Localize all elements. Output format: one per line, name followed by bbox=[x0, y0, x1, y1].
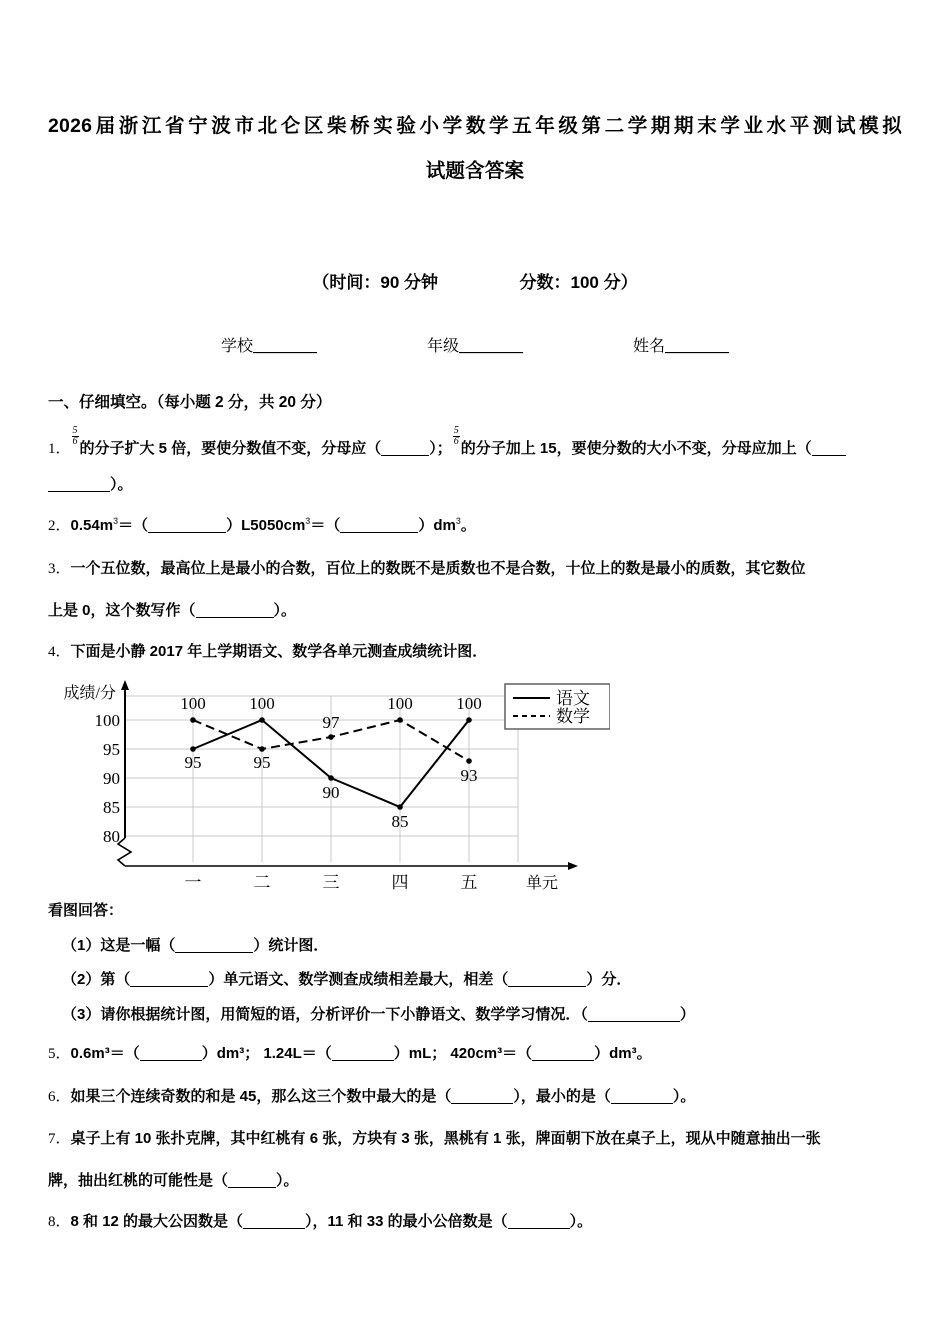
q6-pre: 如果三个连续奇数的和是 45，那么这三个数中最大的是（ bbox=[70, 1087, 452, 1105]
answer-blank-5c[interactable] bbox=[532, 1060, 594, 1061]
fraction-five-sixths-b: $\frac{5}{6}$ bbox=[453, 424, 459, 447]
sub-1-pre: 这是一幅（ bbox=[100, 936, 176, 954]
label-math-5: 93 bbox=[460, 766, 478, 786]
legend-label-math: 数学 bbox=[556, 707, 590, 727]
sub-3-post: ） bbox=[679, 1005, 695, 1023]
name-blank[interactable]: ＿＿＿＿ bbox=[665, 337, 730, 355]
question-1-mid: ）； bbox=[429, 439, 452, 457]
label-math-4: 100 bbox=[387, 694, 413, 714]
label-chinese-2: 100 bbox=[249, 694, 275, 714]
answer-blank-3[interactable] bbox=[196, 617, 274, 618]
question-4-sub-3 bbox=[48, 998, 902, 1033]
chart-x-axis-label: 单元 bbox=[525, 875, 559, 893]
xtick-5: 五 bbox=[460, 873, 478, 893]
sub-2-pre: 第（ bbox=[100, 971, 131, 989]
label-math-2: 95 bbox=[253, 753, 271, 773]
answer-blank-1b-start[interactable] bbox=[812, 455, 846, 456]
label-chinese-4: 85 bbox=[391, 812, 409, 832]
exam-score: 分数：100 分） bbox=[519, 272, 638, 292]
question-5-number: 5． bbox=[48, 1046, 71, 1063]
question-4 bbox=[48, 634, 902, 670]
question-5 bbox=[48, 1036, 902, 1072]
q5-c: 420cm³＝（ bbox=[450, 1045, 533, 1063]
sub-1-post: ）统计图． bbox=[253, 936, 329, 954]
title-line-2: 试题含答案 bbox=[425, 159, 525, 182]
chart-svg bbox=[50, 676, 610, 894]
sub-1-label: （1） bbox=[62, 936, 101, 954]
q7-line2-pre: 牌，抽出红桃的可能性是（ bbox=[48, 1172, 229, 1190]
question-4-text: 下面是小静 2017 年上学期语文、数学各单元测查成绩统计图． bbox=[70, 643, 488, 661]
grade-blank[interactable]: ＿＿＿＿ bbox=[459, 337, 524, 355]
q2-value-b: 5050cm bbox=[250, 517, 306, 535]
ytick-80: 80 bbox=[103, 827, 120, 847]
question-1-number: 1． bbox=[48, 440, 71, 457]
question-3-number: 3． bbox=[48, 560, 71, 577]
page-title bbox=[48, 0, 902, 194]
line-chart-scores bbox=[50, 676, 610, 894]
question-4-sub-2 bbox=[48, 963, 902, 998]
exam-meta bbox=[48, 268, 902, 293]
question-1-continuation bbox=[48, 467, 902, 502]
question-1 bbox=[48, 426, 902, 467]
answer-blank-1a[interactable] bbox=[381, 455, 429, 456]
sub-3-pre: 请你根据统计图，用简短的语，分析评价一下小静语文、数学学习情况．（ bbox=[100, 1005, 588, 1023]
answer-blank-2b[interactable] bbox=[340, 532, 418, 533]
label-math-3: 97 bbox=[322, 713, 340, 733]
ytick-95: 95 bbox=[103, 740, 120, 760]
field-grade: 年级＿＿＿＿ bbox=[426, 337, 524, 355]
answer-blank-6a[interactable] bbox=[451, 1103, 513, 1104]
ytick-100: 100 bbox=[94, 711, 120, 731]
chart-x-ticks bbox=[185, 873, 478, 892]
question-2-number: 2． bbox=[48, 518, 71, 535]
answer-blank-5a[interactable] bbox=[140, 1060, 202, 1061]
xtick-2: 二 bbox=[253, 873, 271, 893]
question-6 bbox=[48, 1079, 902, 1115]
label-chinese-1: 95 bbox=[184, 753, 202, 773]
xtick-1: 一 bbox=[184, 873, 202, 893]
student-fields bbox=[48, 333, 902, 356]
answer-blank-4-1[interactable] bbox=[175, 952, 253, 953]
answer-blank-6b[interactable] bbox=[611, 1103, 673, 1104]
answer-blank-4-2b[interactable] bbox=[508, 986, 586, 987]
question-3-line2-post: ）。 bbox=[273, 601, 297, 619]
question-7-line1: 桌子上有 10 张扑克牌，其中红桃有 6 张，方块有 3 张，黑桃有 1 张，牌面朝下放在桌子上，现从中随意抽出一张 bbox=[70, 1129, 821, 1147]
question-6-number: 6． bbox=[48, 1088, 71, 1105]
q2-sup-a: 3 bbox=[113, 516, 119, 527]
chart-y-ticks bbox=[95, 711, 121, 846]
sub-2-post: ）分． bbox=[586, 971, 632, 989]
question-3-continuation bbox=[48, 593, 902, 628]
sub-2-mid: ）单元语文、数学测查成绩相差最大，相差（ bbox=[208, 971, 509, 989]
q6-mid: ），最小的是（ bbox=[513, 1087, 611, 1105]
q8-pre: 8 和 12 的最大公因数是（ bbox=[70, 1213, 244, 1231]
question-2 bbox=[48, 508, 902, 544]
q5-a-unit: ）dm³； bbox=[201, 1045, 260, 1063]
exam-time: （时间：90 分钟 bbox=[312, 272, 439, 292]
ytick-90: 90 bbox=[103, 769, 120, 789]
q2-value-a: 0.54m bbox=[70, 517, 114, 535]
label-chinese-3: 90 bbox=[322, 783, 340, 803]
legend-label-chinese: 语文 bbox=[556, 689, 590, 709]
answer-blank-4-2a[interactable] bbox=[130, 986, 208, 987]
school-blank[interactable]: ＿＿＿＿ bbox=[252, 337, 317, 355]
fraction-five-sixths-a: $\frac{5}{6}$ bbox=[72, 424, 78, 447]
q2-sup-b: 3 bbox=[305, 516, 311, 527]
sub-3-label: （3） bbox=[62, 1005, 101, 1023]
question-1-tail: ）。 bbox=[110, 476, 133, 494]
label-math-1: 100 bbox=[180, 694, 206, 714]
sub-2-label: （2） bbox=[62, 971, 101, 989]
q5-b-unit: ）mL； bbox=[393, 1045, 447, 1063]
question-7 bbox=[48, 1121, 902, 1157]
q5-a: 0.6m³＝（ bbox=[70, 1045, 140, 1063]
title-line-1: 2026届浙江省宁波市北仑区柴桥实验小学数学五年级第二学期期末学业水平测试模拟 bbox=[48, 115, 902, 137]
q7-line2-post: ）。 bbox=[276, 1172, 299, 1190]
question-8 bbox=[48, 1204, 902, 1240]
q2-eq-a: ＝（ bbox=[118, 517, 149, 535]
question-3-line1: 一个五位数，最高位上是最小的合数，百位上的数既不是质数也不是合数，十位上的数是最小的质数，其它数位 bbox=[70, 559, 806, 577]
answer-blank-1b-end[interactable] bbox=[48, 491, 110, 492]
q2-end: 。 bbox=[460, 517, 476, 535]
q2-unit-sup-b: 3 bbox=[455, 516, 461, 527]
question-4-prompt: 看图回答： bbox=[48, 902, 124, 920]
answer-blank-4-3[interactable] bbox=[588, 1021, 680, 1022]
q2-unit-b: ）dm bbox=[418, 517, 456, 535]
xtick-4: 四 bbox=[391, 873, 409, 893]
answer-blank-7[interactable] bbox=[228, 1187, 276, 1188]
q5-b: 1.24L＝（ bbox=[263, 1045, 332, 1063]
section-heading-fill-in-blanks: 一、仔细填空。（每小题 2 分，共 20 分） bbox=[48, 393, 332, 411]
question-7-number: 7． bbox=[48, 1130, 71, 1147]
field-name: 姓名＿＿＿＿ bbox=[633, 337, 730, 355]
xtick-3: 三 bbox=[322, 873, 340, 893]
chart-legend bbox=[505, 684, 610, 729]
q6-post: ）。 bbox=[672, 1087, 696, 1105]
chart-x-axis bbox=[125, 862, 578, 870]
answer-blank-5b[interactable] bbox=[332, 1060, 394, 1061]
q8-post: ）。 bbox=[569, 1213, 593, 1231]
q2-unit-a: ）L bbox=[226, 517, 251, 535]
question-3-line2-pre: 上是 0，这个数写作（ bbox=[48, 601, 196, 619]
question-8-number: 8． bbox=[48, 1214, 71, 1231]
question-3 bbox=[48, 551, 902, 587]
question-4-number: 4． bbox=[48, 644, 71, 661]
answer-blank-2a[interactable] bbox=[148, 532, 226, 533]
answer-blank-8a[interactable] bbox=[243, 1228, 305, 1229]
chart-y-axis-label: 成绩/分 bbox=[63, 685, 116, 703]
question-1-part-a: 的分子扩大 5 倍，要使分数值不变，分母应（ bbox=[79, 439, 382, 457]
answer-blank-8b[interactable] bbox=[508, 1228, 570, 1229]
q2-eq-b: ＝（ bbox=[310, 517, 341, 535]
ytick-85: 85 bbox=[103, 798, 120, 818]
field-school: 学校＿＿＿＿ bbox=[220, 337, 317, 355]
label-chinese-5: 100 bbox=[456, 694, 482, 714]
question-1-part-b: 的分子加上 15，要使分数的大小不变，分母应加上（ bbox=[460, 439, 812, 457]
q5-c-unit: ）dm³。 bbox=[594, 1045, 652, 1063]
question-7-continuation bbox=[48, 1163, 902, 1198]
question-4-sub-1 bbox=[48, 929, 902, 964]
q8-mid: ），11 和 33 的最小公倍数是（ bbox=[305, 1213, 508, 1231]
